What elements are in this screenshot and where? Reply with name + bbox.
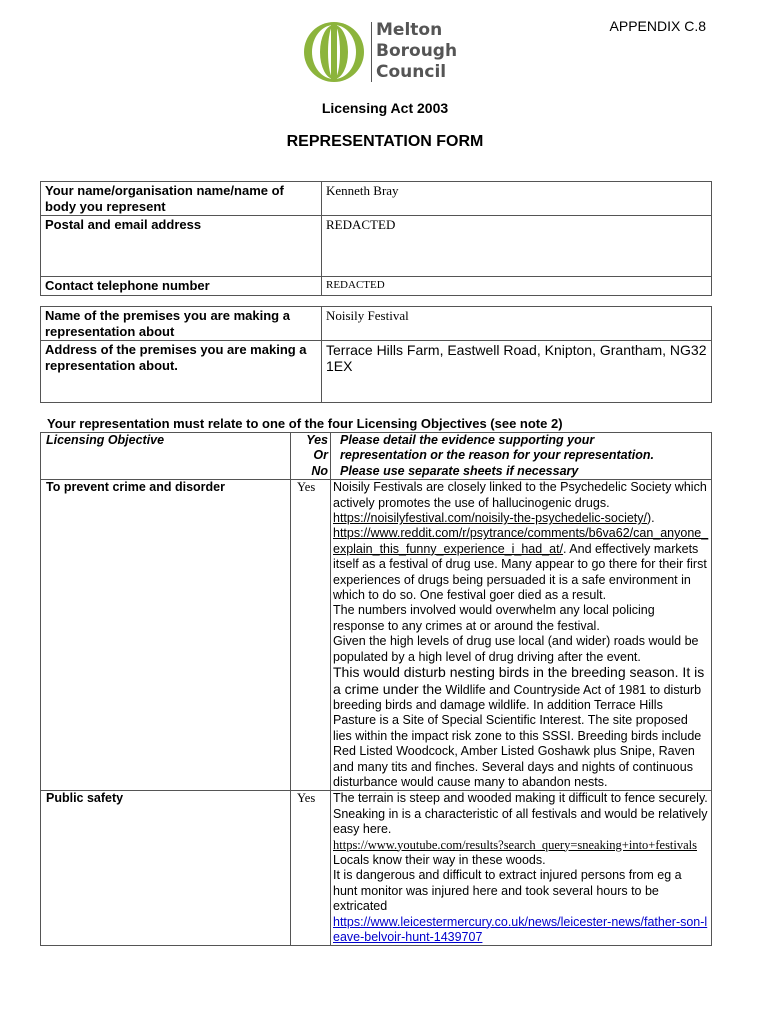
- crime-text-1c: . And effectively markets itself as a festival of drug use. Many appear to go there for their first experiences of drugs being persuaded it is a safe environment in which to do so. One festival goer died as a result.: [333, 541, 707, 603]
- crime-answer[interactable]: Yes: [291, 480, 331, 791]
- crime-row: [41, 480, 712, 791]
- leicester-mercury-link[interactable]: https://www.leicestermercury.co.uk/news/leicester-news/father-son-leave-belvoir-hunt-1439707: [333, 914, 708, 944]
- premises-address-label: Address of the premises you are making a representation about.: [41, 341, 322, 403]
- objectives-table: [40, 432, 712, 946]
- form-title: REPRESENTATION FORM: [286, 133, 484, 150]
- name-value[interactable]: Kenneth Bray: [322, 182, 712, 216]
- phone-value[interactable]: REDACTED: [322, 277, 712, 296]
- council-logo-icon: [300, 20, 370, 84]
- crime-evidence[interactable]: [331, 480, 712, 791]
- col-yesno-header: [291, 433, 331, 480]
- logo-divider: [371, 22, 372, 82]
- col-objective-header: Licensing Objective: [41, 433, 291, 480]
- safety-evidence[interactable]: [331, 791, 712, 946]
- crime-text-4b: Wildlife and Countryside Act of 1981 to disturb breeding birds and damage wildlife. In addition Terrace Hills Pasture is a Site of Special Scientific Interest. The site proposed lies within the impact risk zone to this SSSI. Breeding birds include Red Listed Woodcock, Amber Listed Goshawk plus Snipe, Raven and many tits and finches. Several days and nights of continuous disturbance would cause many to abandon nests.: [333, 682, 702, 789]
- address-value[interactable]: REDACTED: [322, 216, 712, 277]
- premises-name-label: Name of the premises you are making a representation about: [41, 307, 322, 341]
- safety-label: Public safety: [41, 791, 291, 946]
- yes-label: Yes: [306, 433, 328, 447]
- crime-label: To prevent crime and disorder: [41, 480, 291, 791]
- name-row: [41, 182, 712, 216]
- crime-text-4a: This would disturb nesting birds in the breeding season. It is a crime under the: [333, 664, 705, 697]
- premises-address-row: [41, 341, 712, 403]
- logo-line-1: Melton: [376, 20, 443, 40]
- logo-line-2: Borough: [376, 41, 458, 61]
- premises-address-value[interactable]: Terrace Hills Farm, Eastwell Road, Knipton, Grantham, NG32 1EX: [322, 341, 712, 403]
- council-logo-text: [376, 20, 457, 83]
- logo-line-3: Council: [376, 62, 447, 82]
- premises-name-value[interactable]: Noisily Festival: [322, 307, 712, 341]
- col-evidence-header: [331, 433, 712, 480]
- evidence-header-line-1: Please detail the evidence supporting your: [340, 433, 595, 447]
- council-logo: [300, 20, 460, 84]
- safety-text-2: Locals know their way in these woods.: [333, 852, 546, 867]
- appendix-label: APPENDIX C.8: [609, 18, 706, 34]
- evidence-header-line-2: representation or the reason for your representation.: [340, 448, 654, 463]
- reddit-link[interactable]: https://www.reddit.com/r/psytrance/comments/b6va62/can_anyone_explain_this_funny_experience_i_had_at/: [333, 526, 709, 556]
- premises-name-row: [41, 307, 712, 341]
- objectives-intro: Your representation must relate to one of the four Licensing Objectives (see note 2): [47, 416, 563, 431]
- address-label: Postal and email address: [41, 216, 322, 277]
- objectives-header-row: [41, 433, 712, 480]
- psychedelic-society-link[interactable]: https://noisilyfestival.com/noisily-the-psychedelic-society/: [333, 511, 648, 526]
- crime-text-1: Noisily Festivals are closely linked to the Psychedelic Society which actively promotes the use of hallucinogenic drugs.: [333, 480, 707, 510]
- safety-row: [41, 791, 712, 946]
- address-row: [41, 216, 712, 277]
- act-title: Licensing Act 2003: [321, 100, 449, 116]
- youtube-link[interactable]: https://www.youtube.com/results?search_query=sneaking+into+festivals: [333, 837, 698, 852]
- or-label: Or: [313, 448, 328, 463]
- premises-table: [40, 306, 712, 403]
- phone-row: [41, 277, 712, 296]
- phone-label: Contact telephone number: [41, 277, 322, 296]
- evidence-header-line-3: Please use separate sheets if necessary: [340, 463, 579, 478]
- safety-answer[interactable]: Yes: [291, 791, 331, 946]
- name-label: Your name/organisation name/name of body you represent: [41, 182, 322, 216]
- crime-text-1b: ).: [647, 511, 655, 526]
- crime-text-3: Given the high levels of drug use local (and wider) roads would be populated by a high level of drug driving after the event.: [333, 634, 699, 664]
- contact-details-table: [40, 181, 712, 296]
- no-label: No: [311, 463, 328, 478]
- crime-text-2: The numbers involved would overwhelm any local policing response to any crimes at or around the festival.: [333, 603, 655, 633]
- safety-text-3: It is dangerous and difficult to extract injured persons from eg a hunt monitor was injured here and took several hours to be extricated: [333, 868, 682, 914]
- safety-text-1: The terrain is steep and wooded making it difficult to fence securely. Sneaking in is a characteristic of all festivals and would be relatively easy here.: [333, 791, 708, 837]
